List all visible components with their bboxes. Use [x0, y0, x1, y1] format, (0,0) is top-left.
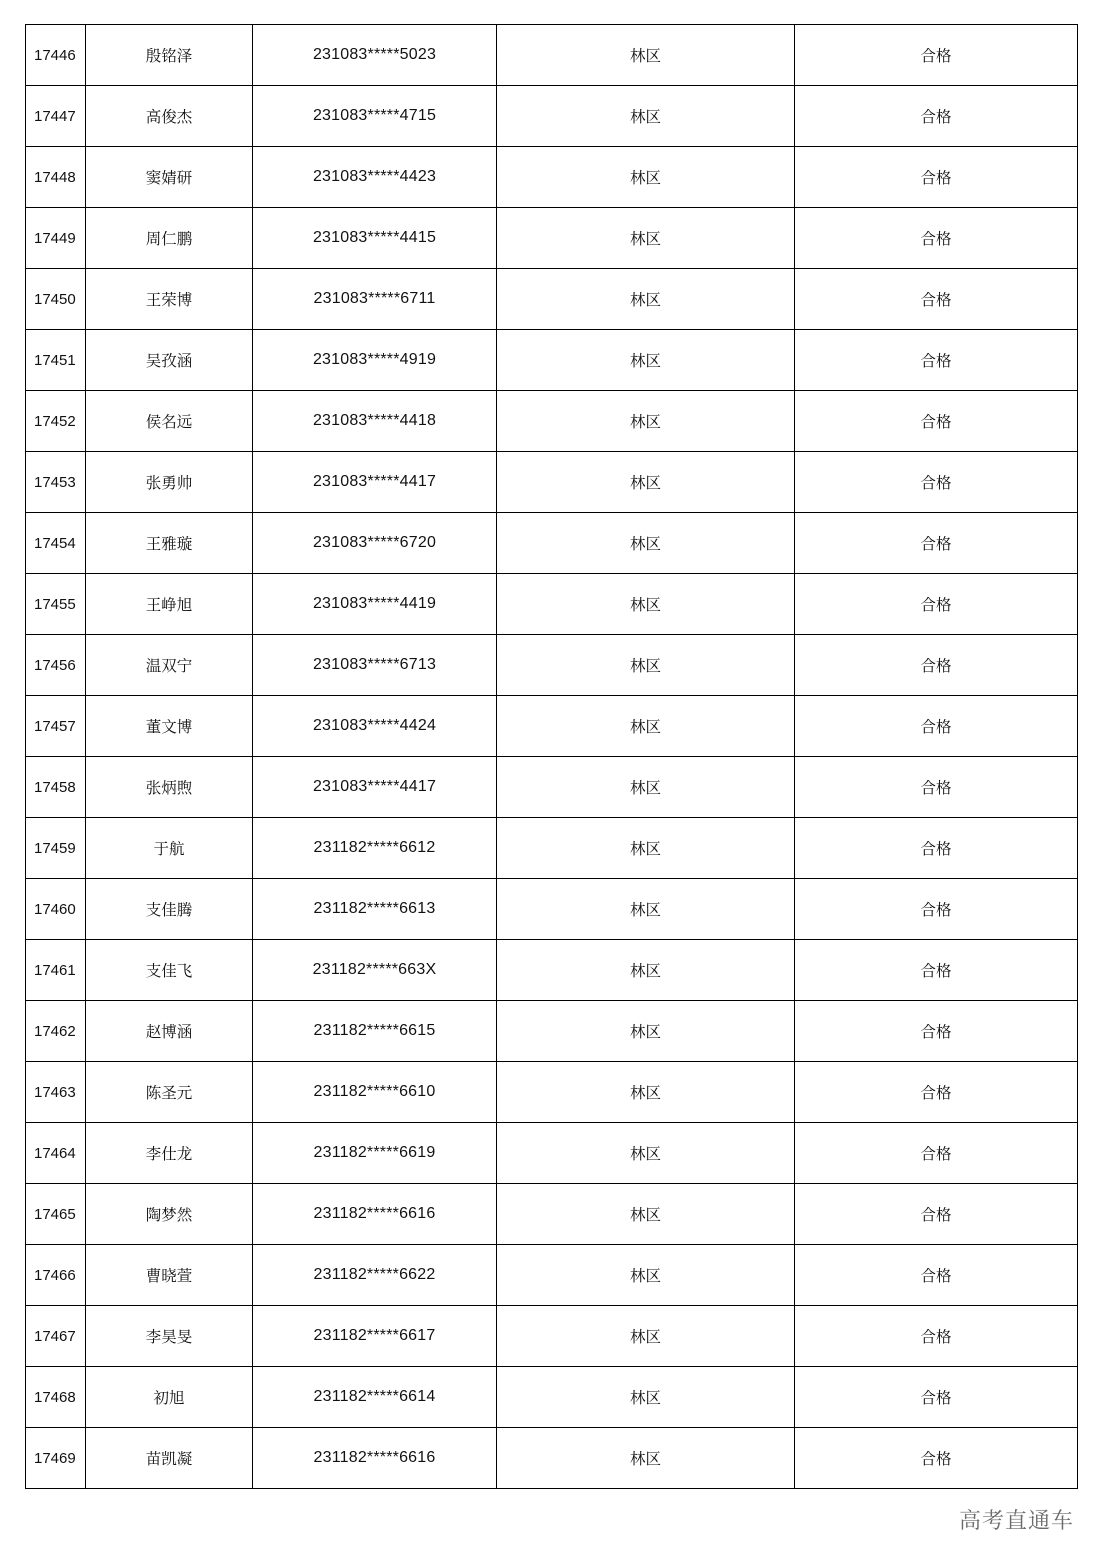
id-number-cell: 231182*****6616	[253, 1428, 497, 1489]
result-cell: 合格	[795, 208, 1078, 269]
result-cell: 合格	[795, 1184, 1078, 1245]
seq-cell: 17457	[26, 696, 86, 757]
name-cell: 支佳腾	[86, 879, 253, 940]
result-cell: 合格	[795, 818, 1078, 879]
id-number-cell: 231182*****6614	[253, 1367, 497, 1428]
table-row	[26, 208, 1078, 269]
name-cell: 王雅璇	[86, 513, 253, 574]
id-number-cell: 231083*****6711	[253, 269, 497, 330]
seq-cell: 17466	[26, 1245, 86, 1306]
region-cell: 林区	[497, 1001, 795, 1062]
id-number-cell: 231083*****4417	[253, 452, 497, 513]
result-cell: 合格	[795, 635, 1078, 696]
result-cell: 合格	[795, 1306, 1078, 1367]
seq-cell: 17465	[26, 1184, 86, 1245]
name-cell: 张炳煦	[86, 757, 253, 818]
region-cell: 林区	[497, 1062, 795, 1123]
seq-cell: 17459	[26, 818, 86, 879]
watermark-text: 高考直通车	[958, 1509, 1074, 1534]
seq-cell: 17455	[26, 574, 86, 635]
id-number-cell: 231083*****4418	[253, 391, 497, 452]
table-row	[26, 25, 1078, 86]
id-number-cell: 231182*****6613	[253, 879, 497, 940]
id-number-cell: 231182*****6616	[253, 1184, 497, 1245]
result-cell: 合格	[795, 25, 1078, 86]
region-cell: 林区	[497, 452, 795, 513]
id-number-cell: 231182*****6617	[253, 1306, 497, 1367]
name-cell: 于航	[86, 818, 253, 879]
seq-cell: 17460	[26, 879, 86, 940]
result-cell: 合格	[795, 940, 1078, 1001]
region-cell: 林区	[497, 1184, 795, 1245]
table-row	[26, 1123, 1078, 1184]
region-cell: 林区	[497, 1123, 795, 1184]
name-cell: 殷铭泽	[86, 25, 253, 86]
seq-cell: 17453	[26, 452, 86, 513]
result-cell: 合格	[795, 1428, 1078, 1489]
result-cell: 合格	[795, 574, 1078, 635]
seq-cell: 17468	[26, 1367, 86, 1428]
seq-cell: 17448	[26, 147, 86, 208]
id-number-cell: 231182*****6619	[253, 1123, 497, 1184]
seq-cell: 17462	[26, 1001, 86, 1062]
seq-cell: 17467	[26, 1306, 86, 1367]
result-cell: 合格	[795, 757, 1078, 818]
name-cell: 陈圣元	[86, 1062, 253, 1123]
result-cell: 合格	[795, 696, 1078, 757]
roster-table	[25, 24, 1078, 1489]
name-cell: 温双宁	[86, 635, 253, 696]
table-row	[26, 1245, 1078, 1306]
name-cell: 曹晓萱	[86, 1245, 253, 1306]
seq-cell: 17464	[26, 1123, 86, 1184]
id-number-cell: 231083*****4424	[253, 696, 497, 757]
region-cell: 林区	[497, 818, 795, 879]
name-cell: 李昊旻	[86, 1306, 253, 1367]
table-row	[26, 940, 1078, 1001]
table-row	[26, 879, 1078, 940]
region-cell: 林区	[497, 269, 795, 330]
seq-cell: 17451	[26, 330, 86, 391]
id-number-cell: 231083*****4415	[253, 208, 497, 269]
id-number-cell: 231083*****4423	[253, 147, 497, 208]
table-row	[26, 1184, 1078, 1245]
result-cell: 合格	[795, 1123, 1078, 1184]
seq-cell: 17454	[26, 513, 86, 574]
region-cell: 林区	[497, 513, 795, 574]
region-cell: 林区	[497, 879, 795, 940]
region-cell: 林区	[497, 25, 795, 86]
table-row	[26, 86, 1078, 147]
roster-body	[26, 25, 1078, 1489]
region-cell: 林区	[497, 208, 795, 269]
name-cell: 赵博涵	[86, 1001, 253, 1062]
result-cell: 合格	[795, 1245, 1078, 1306]
name-cell: 高俊杰	[86, 86, 253, 147]
result-cell: 合格	[795, 1001, 1078, 1062]
result-cell: 合格	[795, 86, 1078, 147]
result-cell: 合格	[795, 879, 1078, 940]
result-cell: 合格	[795, 1367, 1078, 1428]
table-row	[26, 1367, 1078, 1428]
id-number-cell: 231182*****6612	[253, 818, 497, 879]
name-cell: 王荣博	[86, 269, 253, 330]
table-row	[26, 513, 1078, 574]
result-cell: 合格	[795, 1062, 1078, 1123]
id-number-cell: 231182*****6622	[253, 1245, 497, 1306]
region-cell: 林区	[497, 757, 795, 818]
region-cell: 林区	[497, 635, 795, 696]
id-number-cell: 231083*****4419	[253, 574, 497, 635]
seq-cell: 17450	[26, 269, 86, 330]
table-row	[26, 330, 1078, 391]
id-number-cell: 231083*****4919	[253, 330, 497, 391]
table-row	[26, 1306, 1078, 1367]
table-row	[26, 391, 1078, 452]
name-cell: 陶梦然	[86, 1184, 253, 1245]
seq-cell: 17458	[26, 757, 86, 818]
result-cell: 合格	[795, 391, 1078, 452]
table-row	[26, 574, 1078, 635]
name-cell: 董文博	[86, 696, 253, 757]
name-cell: 周仁鹏	[86, 208, 253, 269]
id-number-cell: 231083*****4715	[253, 86, 497, 147]
seq-cell: 17449	[26, 208, 86, 269]
region-cell: 林区	[497, 696, 795, 757]
region-cell: 林区	[497, 1306, 795, 1367]
name-cell: 窦婧研	[86, 147, 253, 208]
region-cell: 林区	[497, 330, 795, 391]
id-number-cell: 231083*****6720	[253, 513, 497, 574]
region-cell: 林区	[497, 391, 795, 452]
result-cell: 合格	[795, 452, 1078, 513]
name-cell: 吴孜涵	[86, 330, 253, 391]
table-row	[26, 452, 1078, 513]
region-cell: 林区	[497, 940, 795, 1001]
region-cell: 林区	[497, 1367, 795, 1428]
table-row	[26, 757, 1078, 818]
name-cell: 张勇帅	[86, 452, 253, 513]
table-row	[26, 147, 1078, 208]
region-cell: 林区	[497, 1428, 795, 1489]
id-number-cell: 231083*****6713	[253, 635, 497, 696]
table-row	[26, 1001, 1078, 1062]
table-row	[26, 1428, 1078, 1489]
result-cell: 合格	[795, 513, 1078, 574]
id-number-cell: 231182*****6615	[253, 1001, 497, 1062]
region-cell: 林区	[497, 1245, 795, 1306]
table-row	[26, 269, 1078, 330]
id-number-cell: 231182*****6610	[253, 1062, 497, 1123]
result-cell: 合格	[795, 330, 1078, 391]
id-number-cell: 231182*****663X	[253, 940, 497, 1001]
table-row	[26, 635, 1078, 696]
seq-cell: 17461	[26, 940, 86, 1001]
table-row	[26, 818, 1078, 879]
region-cell: 林区	[497, 86, 795, 147]
table-row	[26, 696, 1078, 757]
name-cell: 初旭	[86, 1367, 253, 1428]
seq-cell: 17456	[26, 635, 86, 696]
id-number-cell: 231083*****5023	[253, 25, 497, 86]
region-cell: 林区	[497, 147, 795, 208]
name-cell: 苗凯凝	[86, 1428, 253, 1489]
result-cell: 合格	[795, 147, 1078, 208]
seq-cell: 17447	[26, 86, 86, 147]
seq-cell: 17463	[26, 1062, 86, 1123]
result-cell: 合格	[795, 269, 1078, 330]
seq-cell: 17469	[26, 1428, 86, 1489]
name-cell: 支佳飞	[86, 940, 253, 1001]
seq-cell: 17452	[26, 391, 86, 452]
region-cell: 林区	[497, 574, 795, 635]
table-row	[26, 1062, 1078, 1123]
name-cell: 李仕龙	[86, 1123, 253, 1184]
name-cell: 王峥旭	[86, 574, 253, 635]
seq-cell: 17446	[26, 25, 86, 86]
name-cell: 侯名远	[86, 391, 253, 452]
id-number-cell: 231083*****4417	[253, 757, 497, 818]
